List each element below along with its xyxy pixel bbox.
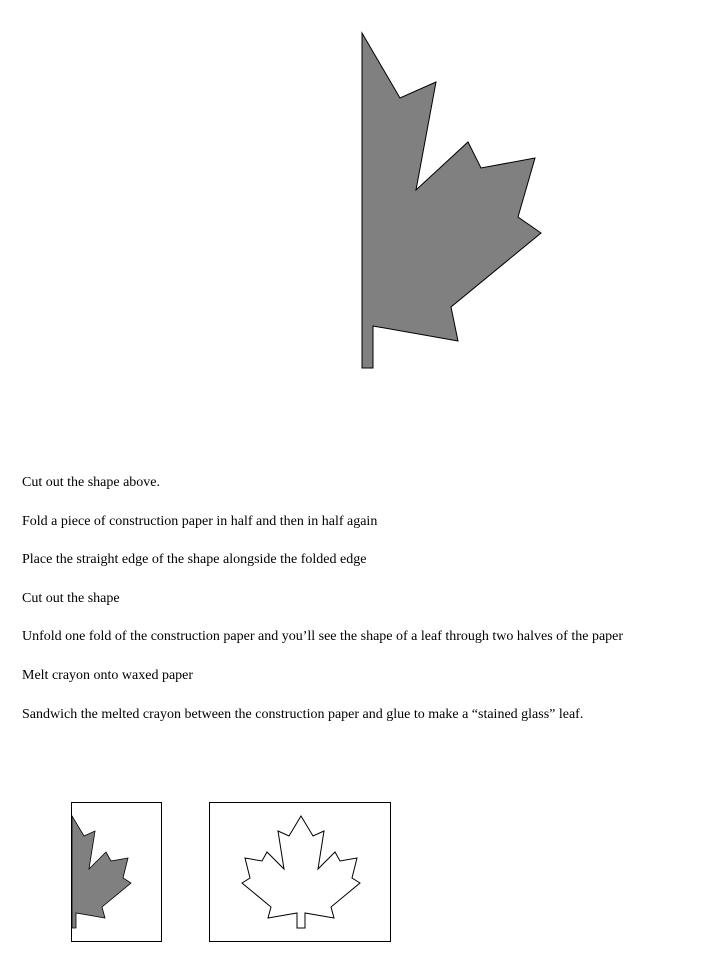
- instruction-step-1: Cut out the shape above.: [22, 475, 161, 490]
- full-maple-leaf-outline-icon: [210, 803, 391, 942]
- instruction-step-3: Place the straight edge of the shape alongside the folded edge: [22, 552, 367, 568]
- folded-half-leaf-icon: [72, 803, 162, 942]
- instruction-step-7: Sandwich the melted crayon between the construction paper and glue to make a “stained glass” leaf.: [22, 706, 584, 722]
- instruction-step-2: Fold a piece of construction paper in half and then in half again: [22, 513, 378, 529]
- folded-paper-illustration: [71, 802, 162, 942]
- half-leaf-shape: [362, 33, 541, 368]
- half-maple-leaf-template-icon: [0, 0, 718, 400]
- instruction-list: [22, 474, 718, 744]
- instruction-step-6: Melt crayon onto waxed paper: [22, 667, 194, 683]
- unfolded-paper-illustration: [209, 802, 391, 942]
- instruction-step-4: Cut out the shape: [22, 590, 120, 606]
- instruction-step-5: Unfold one fold of the construction paper and you’ll see the shape of a leaf through two halves of the paper: [22, 629, 624, 645]
